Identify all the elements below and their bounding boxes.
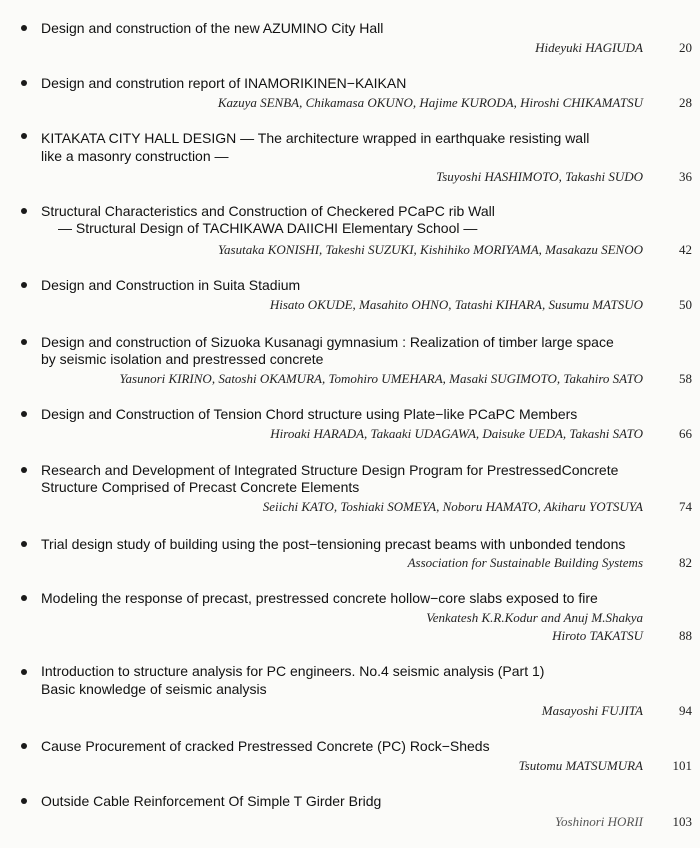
entry-authors: Hideyuki HAGIUDA [535, 40, 643, 55]
entry-title-continuation: Basic knowledge of seismic analysis [41, 681, 267, 697]
entry-title-continuation: Structure Comprised of Precast Concrete Elements [41, 479, 360, 495]
bullet-icon [21, 411, 27, 417]
entry-page-number: 58 [679, 371, 692, 386]
entry-title: Design and Construction of Tension Chord structure using Plate−like PCaPC Members [41, 406, 578, 422]
entry-title-continuation: like a masonry construction — [41, 148, 229, 164]
entry-title: Outside Cable Reinforcement Of Simple T Girder Bridg [41, 793, 382, 809]
bullet-icon [21, 467, 27, 473]
bullet-icon [21, 80, 27, 86]
entry-title: Introduction to structure analysis for PC engineers. No.4 seismic analysis (Part 1) [41, 663, 545, 679]
entry-page-number: 66 [679, 426, 692, 441]
entry-page-number: 94 [679, 703, 692, 718]
bullet-icon [21, 743, 27, 749]
entry-title: Cause Procurement of cracked Prestressed Concrete (PC) Rock−Sheds [41, 738, 490, 754]
entry-authors: Seiichi KATO, Toshiaki SOMEYA, Noboru HAMATO, Akiharu YOTSUYA [262, 499, 643, 514]
entry-title: KITAKATA CITY HALL DESIGN — The architecture wrapped in earthquake resisting wall [41, 130, 590, 146]
entry-page-number: 74 [679, 499, 692, 514]
bullet-icon [21, 339, 27, 345]
entry-title: Trial design study of building using the post−tensioning precast beams with unbonded tendons [41, 536, 626, 552]
bullet-icon [21, 25, 27, 31]
entry-title-continuation: — Structural Design of TACHIKAWA DAIICHI Elementary School — [58, 220, 478, 236]
entry-authors: Yasutaka KONISHI, Takeshi SUZUKI, Kishihiko MORIYAMA, Masakazu SENOO [218, 242, 643, 257]
entry-authors-line-2: Hiroto TAKATSU [552, 628, 643, 643]
bullet-icon [21, 669, 27, 675]
entry-page-number: 103 [672, 814, 692, 829]
entry-authors: Kazuya SENBA, Chikamasa OKUNO, Hajime KURODA, Hiroshi CHIKAMATSU [217, 95, 643, 110]
entry-title: Design and Construction in Suita Stadium [41, 277, 301, 293]
entry-authors: Tsutomu MATSUMURA [518, 758, 643, 773]
bullet-icon [21, 541, 27, 547]
entry-title: Research and Development of Integrated Structure Design Program for PrestressedConcrete [41, 462, 619, 478]
entry-title: Design and construction of the new AZUMINO City Hall [41, 20, 384, 36]
entry-authors: Yoshinori HORII [554, 814, 643, 829]
entry-page-number: 20 [679, 40, 692, 55]
entry-title-continuation: by seismic isolation and prestressed concrete [41, 351, 324, 367]
entry-page-number: 50 [679, 297, 692, 312]
bullet-icon [21, 798, 27, 804]
entry-authors: Yasunori KIRINO, Satoshi OKAMURA, Tomohiro UMEHARA, Masaki SUGIMOTO, Takahiro SATO [119, 371, 643, 386]
entry-title: Structural Characteristics and Construction of Checkered PCaPC rib Wall [41, 203, 495, 219]
bullet-icon [21, 208, 27, 214]
bullet-icon [21, 595, 27, 601]
entry-page-number: 36 [679, 169, 692, 184]
entry-title: Design and construction of Sizuoka Kusanagi gymnasium : Realization of timber large space [41, 334, 614, 350]
bullet-icon [21, 133, 27, 139]
entry-authors: Hisato OKUDE, Masahito OHNO, Tatashi KIHARA, Susumu MATSUO [269, 297, 643, 312]
entry-title: Modeling the response of precast, prestressed concrete hollow−core slabs exposed to fire [41, 590, 598, 606]
bullet-icon [21, 282, 27, 288]
entry-authors: Venkatesh K.R.Kodur and Anuj M.Shakya [426, 610, 643, 625]
entry-page-number: 88 [679, 628, 692, 643]
entry-authors: Tsuyoshi HASHIMOTO, Takashi SUDO [436, 169, 643, 184]
entry-authors: Association for Sustainable Building Systems [407, 555, 643, 570]
entry-authors: Hiroaki HARADA, Takaaki UDAGAWA, Daisuke UEDA, Takashi SATO [270, 426, 643, 441]
entry-authors: Masayoshi FUJITA [541, 703, 643, 718]
entry-page-number: 101 [672, 758, 692, 773]
entry-title: Design and constrution report of INAMORIKINEN−KAIKAN [41, 75, 407, 91]
entry-page-number: 28 [679, 95, 692, 110]
entry-page-number: 82 [679, 555, 692, 570]
entry-page-number: 42 [679, 242, 692, 257]
